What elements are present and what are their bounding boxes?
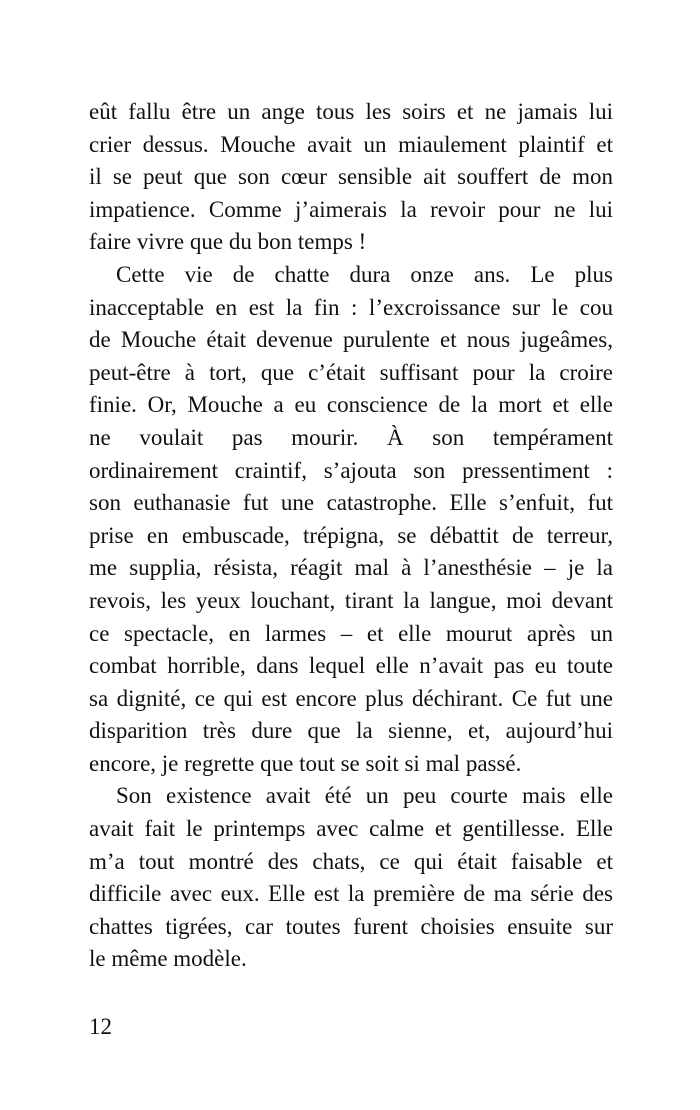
text-line: revois, les yeux louchant, tirant la langue, moi devant: [89, 587, 613, 613]
text-line: sa dignité, ce qui est encore plus déchirant. Ce fut une: [89, 685, 613, 711]
text-line: son euthanasie fut une catastrophe. Elle s’enfuit, fut: [89, 490, 613, 516]
body-text: [89, 96, 613, 976]
text-line: crier dessus. Mouche avait un miaulement plaintif et: [89, 131, 613, 157]
page-number: 12: [89, 1014, 112, 1039]
text-line: il se peut que son cœur sensible ait souffert de mon: [89, 164, 613, 190]
text-line: inacceptable en est la fin : l’excroissance sur le cou: [89, 294, 613, 320]
text-line: m’a tout montré des chats, ce qui était faisable et: [89, 848, 613, 874]
text-line: ce spectacle, en larmes – et elle mourut après un: [89, 620, 613, 646]
text-line: disparition très dure que la sienne, et, aujourd’hui: [89, 718, 613, 744]
text-line: combat horrible, dans lequel elle n’avait pas eu toute: [89, 653, 613, 679]
text-line: me supplia, résista, réagit mal à l’anesthésie – je la: [89, 555, 613, 581]
text-line: finie. Or, Mouche a eu conscience de la mort et elle: [89, 392, 613, 418]
text-line: peut-être à tort, que c’était suffisant pour la croire: [89, 359, 613, 385]
text-line: eût fallu être un ange tous les soirs et ne jamais lui: [89, 99, 613, 124]
text-line: Cette vie de chatte dura onze ans. Le plus: [116, 261, 613, 287]
text-line: Son existence avait été un peu courte mais elle: [116, 783, 613, 809]
text-line: difficile avec eux. Elle est la première de ma série des: [89, 881, 613, 907]
text-line: ne voulait pas mourir. À son tempérament: [89, 424, 613, 450]
text-line: encore, je regrette que tout se soit si mal passé.: [89, 750, 522, 776]
text-line: chattes tigrées, car toutes furent choisies ensuite sur: [89, 913, 613, 939]
text-line: ordinairement craintif, s’ajouta son pressentiment :: [89, 457, 613, 483]
text-line: avait fait le printemps avec calme et gentillesse. Elle: [89, 816, 613, 842]
text-line: le même modèle.: [89, 946, 247, 972]
text-line: faire vivre que du bon temps !: [89, 229, 367, 255]
text-line: impatience. Comme j’aimerais la revoir pour ne lui: [89, 196, 613, 222]
text-line: prise en embuscade, trépigna, se débattit de terreur,: [89, 522, 613, 548]
text-line: de Mouche était devenue purulente et nous jugeâmes,: [89, 327, 613, 353]
